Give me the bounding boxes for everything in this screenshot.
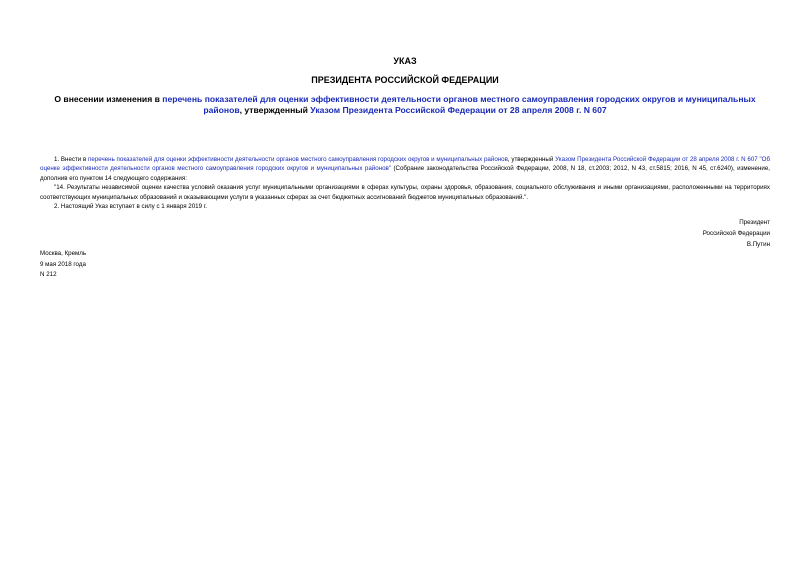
document-body xyxy=(40,155,770,211)
document-title: УКАЗ xyxy=(393,56,417,66)
clause-1-link-decree-607[interactable]: Указом Президента Российской Федерации от 28 апреля 2008 г. N 607 "Об оценке эффективности деятельности органов местного самоуправления городских округов и муниципальных районов" xyxy=(40,156,770,173)
clause-1-end: (Собрание законодательства Российской Федерации, 2008, N 18, ст.2003; 2012, N 43, ст.5815; 2016, N 45, ст.6240), изменение, дополнив его пунктом 14 следующего содержания: xyxy=(40,165,771,182)
clause-1-link-indicators-list[interactable]: перечень показателей для оценки эффективности деятельности органов местного самоуправления городских округов и муниципальных районов xyxy=(88,156,508,163)
document-number: N 212 xyxy=(40,271,57,278)
clause-1-start: 1. Внести в xyxy=(54,156,89,163)
signature-position: Президент xyxy=(739,219,770,226)
signature-country: Российской Федерации xyxy=(702,230,770,237)
subject-prefix: О внесении изменения в xyxy=(54,94,163,104)
subject-link-indicators-list[interactable]: перечень показателей для оценки эффективности деятельности органов местного самоуправления городских округов и муниципальных районов xyxy=(162,94,756,115)
clause-1 xyxy=(40,155,770,183)
place-date-block xyxy=(40,249,86,281)
document-subtitle: ПРЕЗИДЕНТА РОССИЙСКОЙ ФЕДЕРАЦИИ xyxy=(311,75,499,85)
place-date: 9 мая 2018 года xyxy=(40,260,86,268)
signature-name: В.Путин xyxy=(746,241,770,248)
subject-middle: , утвержденный xyxy=(239,105,311,115)
place-city: Москва, Кремль xyxy=(40,250,87,257)
clause-2: 2. Настоящий Указ вступает в силу с 1 января 2019 г. xyxy=(54,203,207,211)
clause-1-middle: , утвержденный xyxy=(507,156,556,163)
clause-14-text: "14. Результаты независимой оценки качества условий оказания услуг муниципальными организациями в сферах культуры, охраны здоровья, образования, социального обслуживания и иными организациями, расположенными на территориях соответствующих муниципальных образований и оказывающими услуги в указанных сферах за счет бюджетных ассигнований бюджетов муниципальных образований.". xyxy=(40,184,770,201)
document-subject xyxy=(40,94,770,116)
subject-link-decree-607[interactable]: Указом Президента Российской Федерации от 28 апреля 2008 г. N 607 xyxy=(310,105,607,115)
signature-block xyxy=(703,217,770,250)
